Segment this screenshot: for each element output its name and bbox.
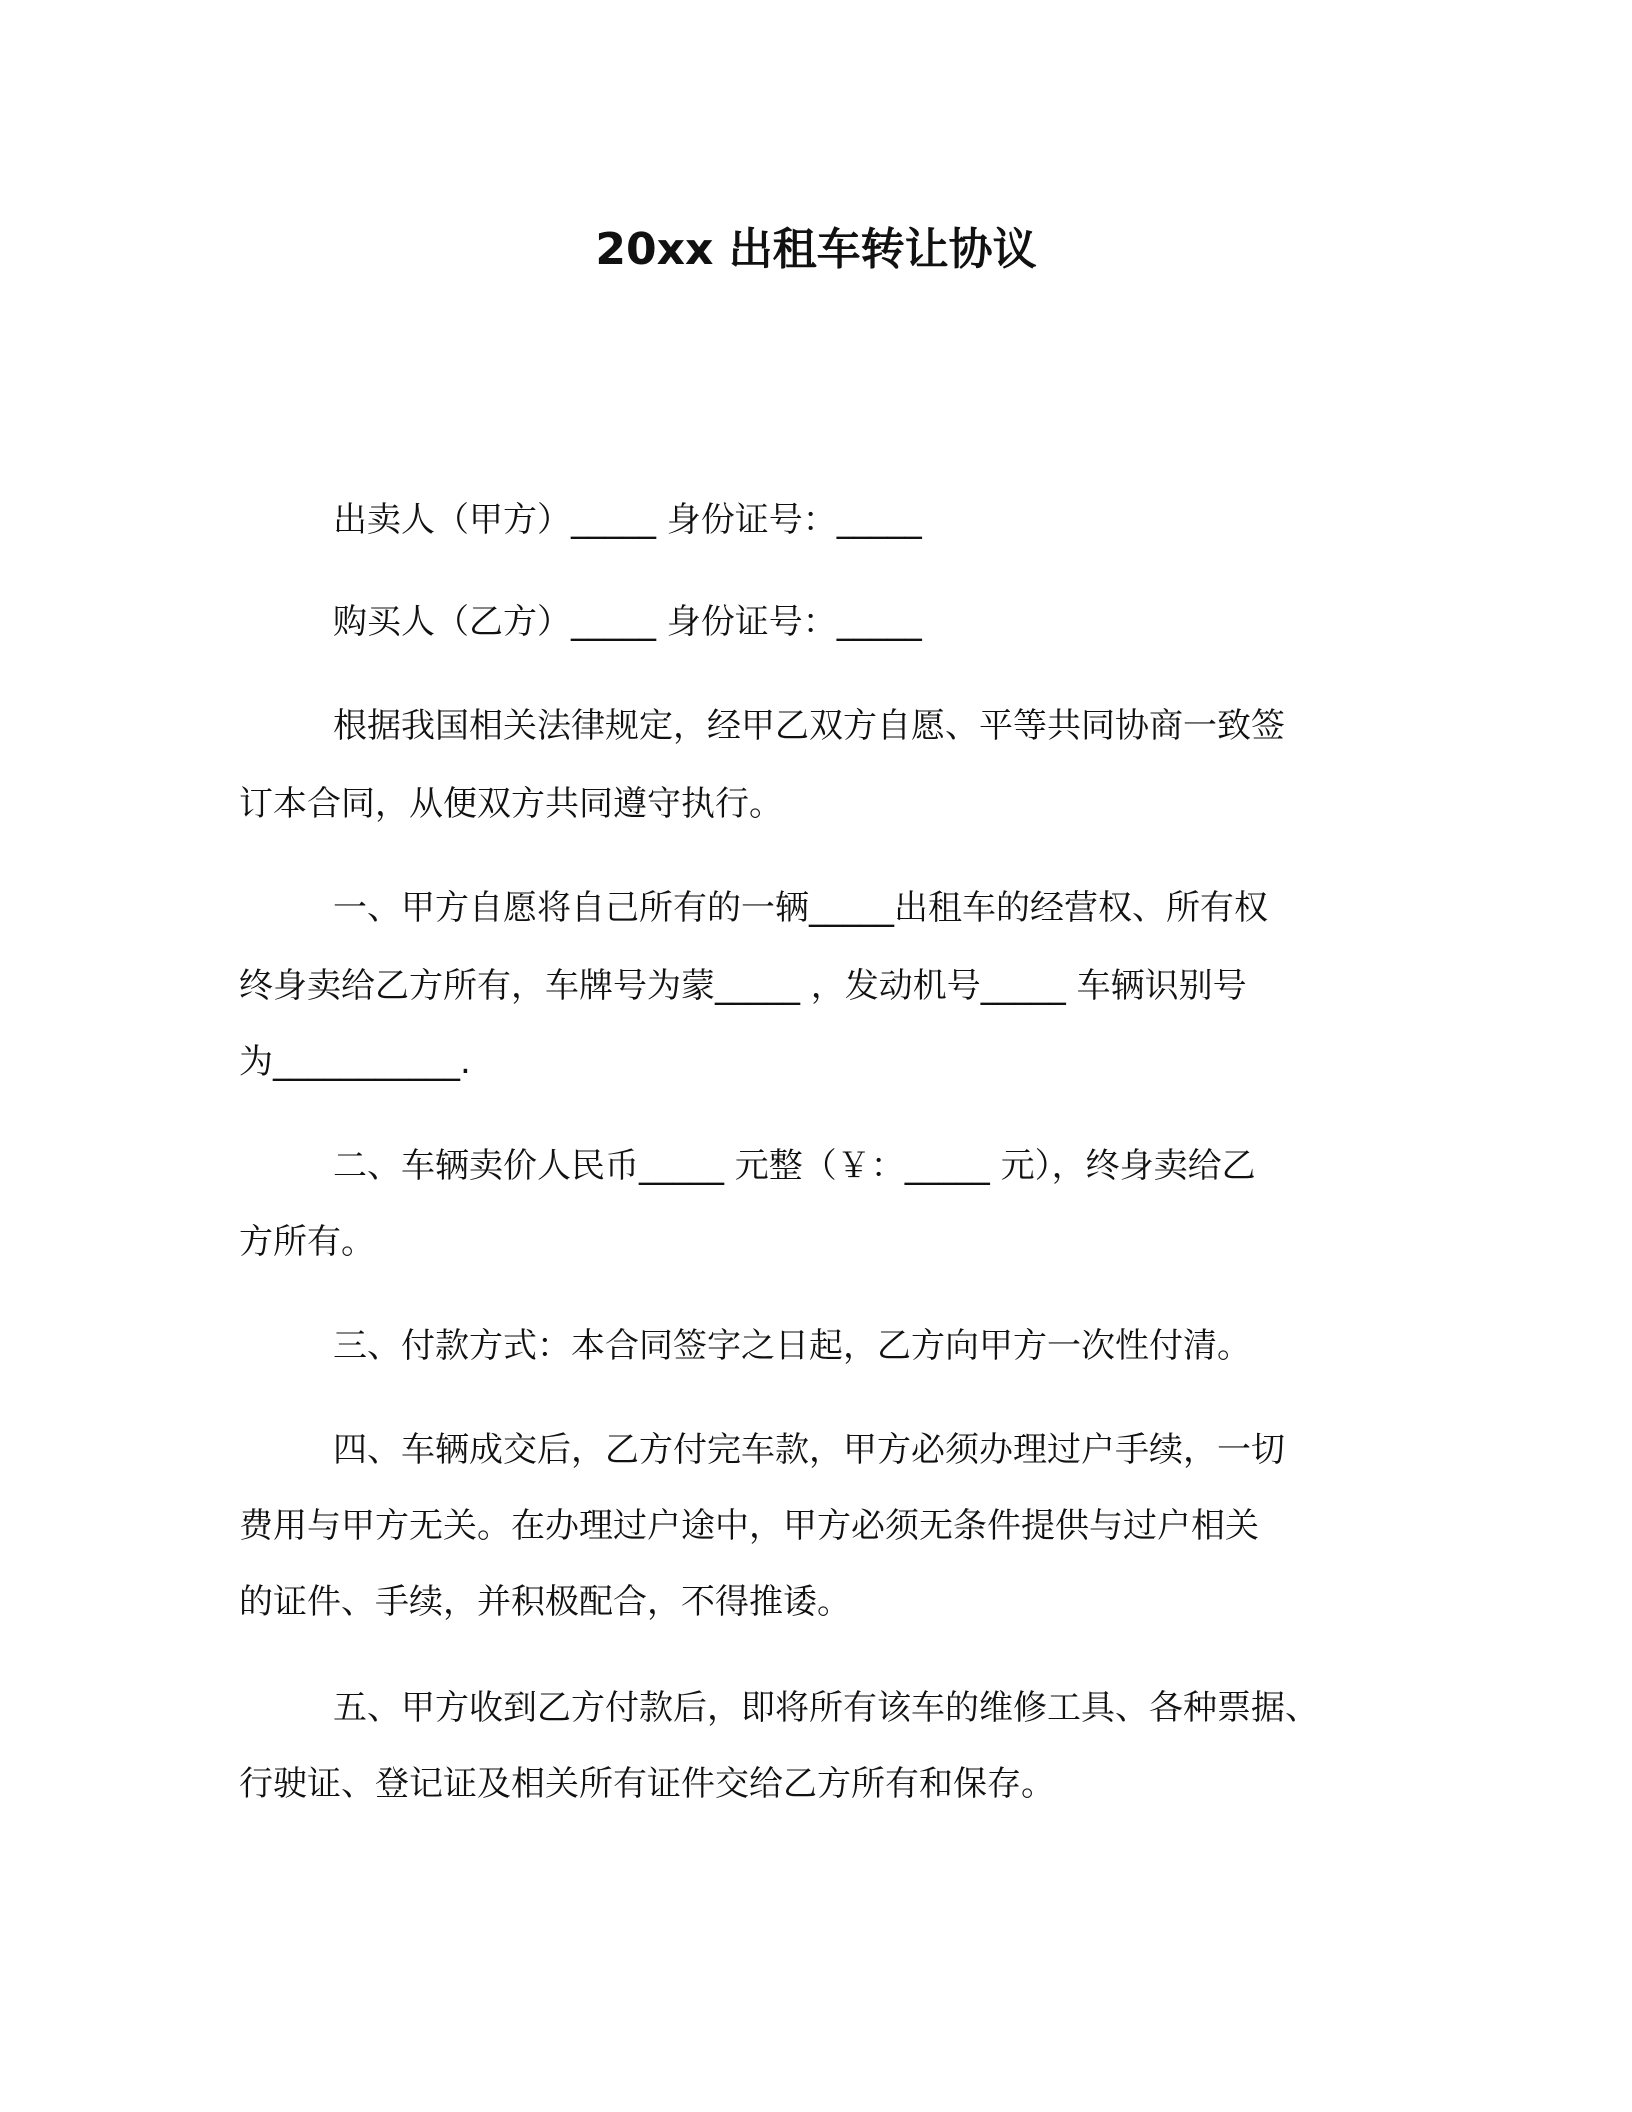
clause-5-line-1: 五、甲方收到乙方付款后，即将所有该车的维修工具、各种票据、 — [333, 1688, 1319, 1728]
clause-5-line-2: 行驶证、登记证及相关所有证件交给乙方所有和保存。 — [239, 1764, 1055, 1804]
preamble-line-2: 订本合同，从便双方共同遵守执行。 — [239, 784, 783, 824]
document-title: 20xx 出租车转让协议 — [595, 224, 1037, 275]
clause-2-line-2: 方所有。 — [239, 1222, 375, 1262]
preamble-line-1: 根据我国相关法律规定，经甲乙双方自愿、平等共同协商一致签 — [333, 706, 1285, 746]
clause-4-line-3: 的证件、手续，并积极配合，不得推诿。 — [239, 1582, 851, 1622]
clause-1-line-2: 终身卖给乙方所有，车牌号为蒙_____ ，发动机号_____ 车辆识别号 — [239, 966, 1247, 1006]
buyer-line: 购买人（乙方）_____ 身份证号：_____ — [333, 602, 922, 642]
seller-line: 出卖人（甲方）_____ 身份证号：_____ — [333, 500, 922, 540]
clause-4-line-1: 四、车辆成交后，乙方付完车款，甲方必须办理过户手续，一切 — [333, 1430, 1285, 1470]
clause-1-line-3: 为___________. — [239, 1042, 471, 1082]
clause-1-line-1: 一、甲方自愿将自己所有的一辆_____出租车的经营权、所有权 — [333, 888, 1268, 928]
clause-2-line-1: 二、车辆卖价人民币_____ 元整（￥：_____ 元），终身卖给乙 — [333, 1146, 1256, 1186]
clause-3-line-1: 三、付款方式：本合同签字之日起，乙方向甲方一次性付清。 — [333, 1326, 1251, 1366]
clause-4-line-2: 费用与甲方无关。在办理过户途中，甲方必须无条件提供与过户相关 — [239, 1506, 1259, 1546]
